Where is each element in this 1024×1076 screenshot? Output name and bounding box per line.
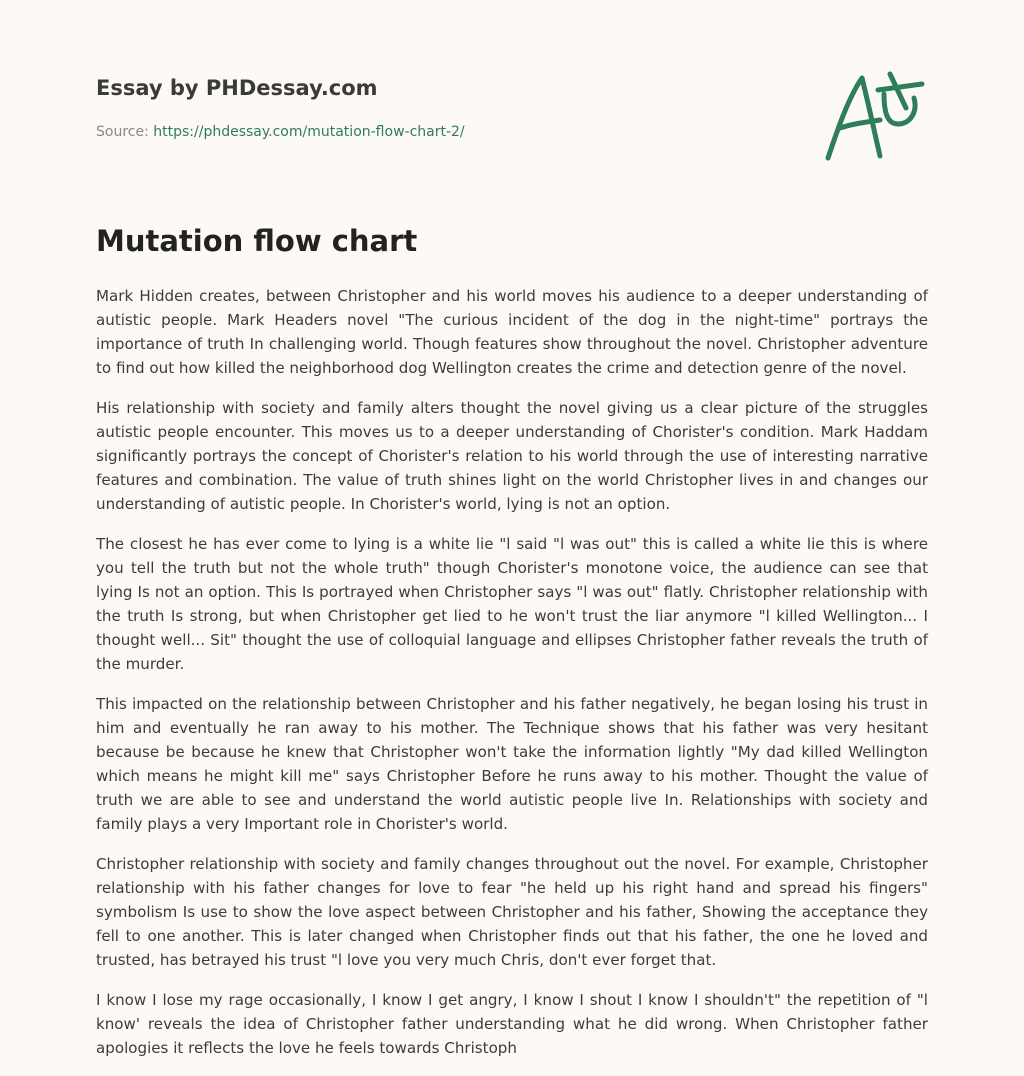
source-label: Source: xyxy=(96,124,149,140)
source-link[interactable]: https://phdessay.com/mutation-flow-chart-2/ xyxy=(153,124,465,140)
essay-body xyxy=(96,284,928,1076)
essay-paragraph: This impacted on the relationship between Christopher and his father negatively, he began losing his trust in him and eventually he ran away to his mother. The Technique shows that his father was very hesitant because be because he knew that Christopher won't take the information lightly "My dad killed Wellington which means he might kill me" says Christopher Before he runs away to his mother. Thought the value of truth we are able to see and understand the world autistic people live In. Relationships with society and family plays a very Important role in Chorister's world. xyxy=(96,695,928,833)
source-line xyxy=(96,124,465,140)
a-plus-grade-icon xyxy=(818,64,930,168)
essay-paragraph: Mark Hidden creates, between Christopher and his world moves his audience to a deeper understanding of autistic people. Mark Headers novel "The curious incident of the dog in the night-time" portrays the importance of truth In challenging world. Though features show throughout the novel. Christopher adventure to find out how killed the neighborhood dog Wellington creates the crime and detection genre of the novel. xyxy=(96,287,928,377)
essay-paragraph: I know I lose my rage occasionally, I know I get angry, I know I shout I know I shouldn't" the repetition of "l know' reveals the idea of Christopher father understanding what he did wrong. When Christopher father apologies it reflects the love he feels towards Christoph xyxy=(96,991,928,1057)
site-brand: Essay by PHDessay.com xyxy=(96,76,378,100)
essay-paragraph: His relationship with society and family alters thought the novel giving us a clear picture of the struggles autistic people encounter. This moves us to a deeper understanding of Chorister's condition. Mark Haddam significantly portrays the concept of Chorister's relation to his world through the use of interesting narrative features and combination. The value of truth shines light on the world Christopher lives in and changes our understanding of autistic people. In Chorister's world, lying is not an option. xyxy=(96,399,928,513)
essay-paragraph: Christopher relationship with society and family changes throughout out the novel. For example, Christopher relationship with his father changes for love to fear "he held up his right hand and spread his fingers" symbolism Is use to show the love aspect between Christopher and his father, Showing the acceptance they fell to one another. This is later changed when Christopher finds out that his father, the one he loved and trusted, has betrayed his trust "l love you very much Chris, don't ever forget that. xyxy=(96,855,928,969)
essay-paragraph: The closest he has ever come to lying is a white lie "l said "l was out" this is called a white lie this is where you tell the truth but not the whole truth" though Chorister's monotone voice, the audience can see that lying Is not an option. This Is portrayed when Christopher says "l was out" flatly. Christopher relationship with the truth Is strong, but when Christopher get lied to he won't trust the liar anymore "l killed Wellington... I thought well... Sit" thought the use of colloquial language and ellipses Christopher father reveals the truth of the murder. xyxy=(96,535,928,673)
essay-title: Mutation flow chart xyxy=(96,224,418,258)
